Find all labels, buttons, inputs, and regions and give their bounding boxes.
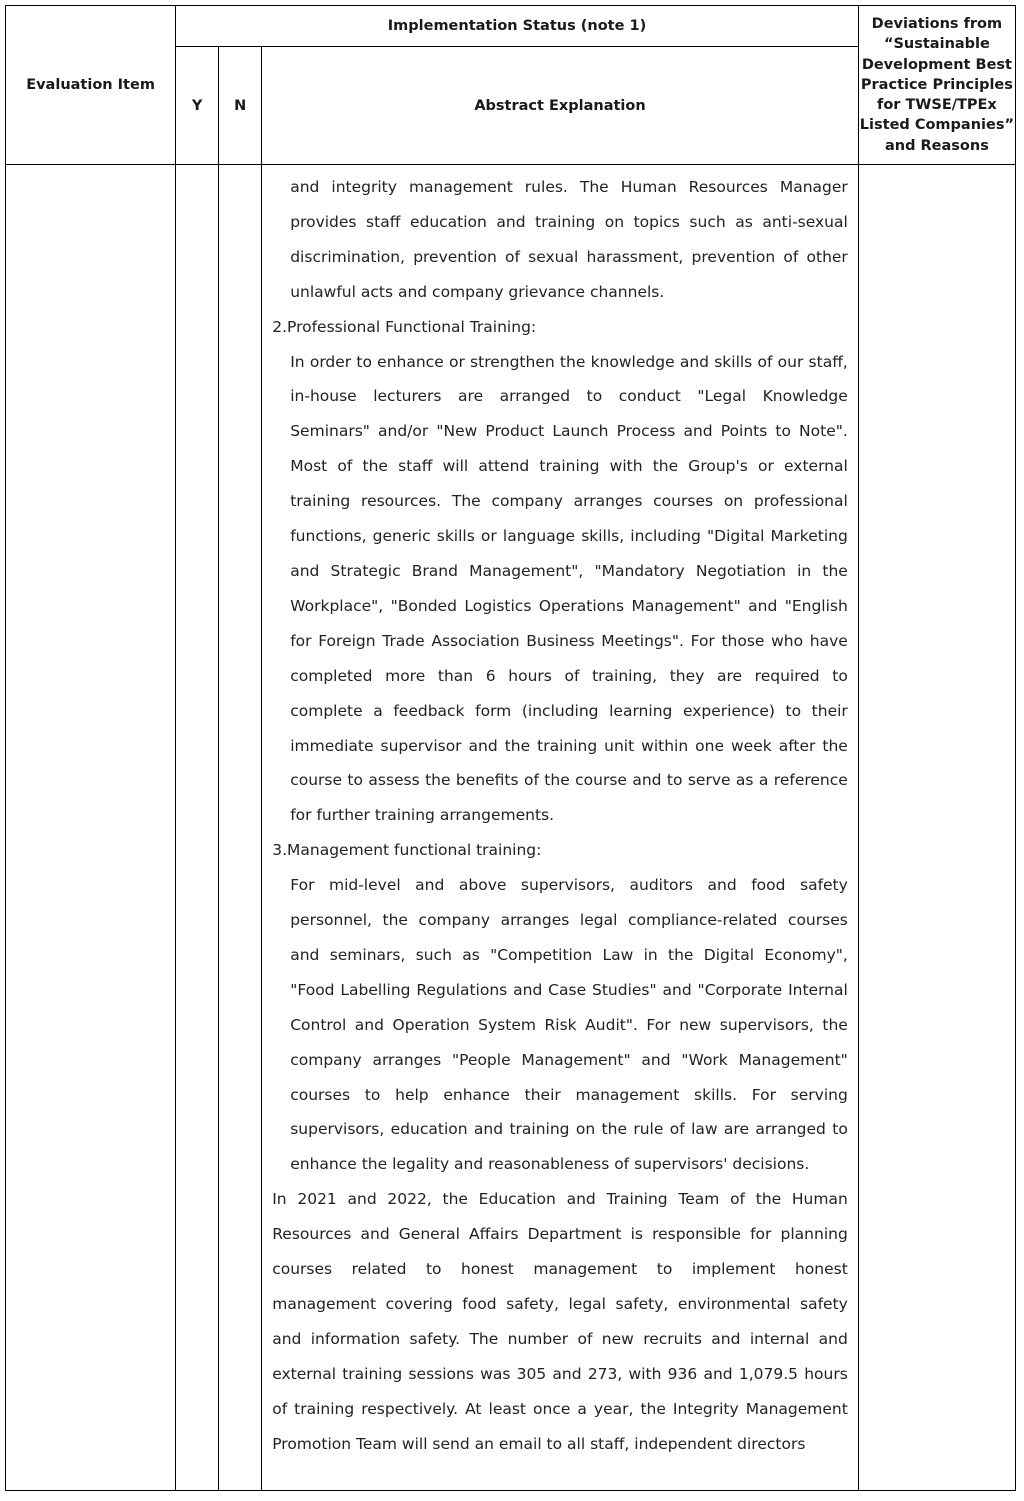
abstract-explanation-header: Abstract Explanation <box>262 47 859 165</box>
yes-column-header: Y <box>176 47 219 165</box>
professional-training-title: 2.Professional Functional Training: <box>272 317 537 336</box>
deviations-cell <box>858 165 1015 1491</box>
professional-training-text: In order to enhance or strengthen the knowledge and skills of our staff, in-house lecturers are arranged to conduct "Legal Knowledge Seminars" and/or "New Product Launch Process and Points to Note". Most of the staff will attend training with the Group's or external training resources. The company arranges courses on professional functions, generic skills or language skills, including "Digital Marketing and Strategic Brand Management", "Mandatory Negotiation in the Workplace", "Bonded Logistics Operations Management" and "English for Foreign Trade Association Business Meetings". For those who have completed more than 6 hours of training, they are required to complete a feedback form (including learning experience) to their immediate supervisor and the training unit within one week after the course to assess the benefits of the course and to serve as a reference for further training arrangements. <box>290 352 848 825</box>
evaluation-table <box>5 5 1016 1491</box>
yes-cell <box>176 165 219 1491</box>
evaluation-item-cell <box>6 165 176 1491</box>
no-cell <box>219 165 262 1491</box>
implementation-status-header: Implementation Status (note 1) <box>176 6 859 47</box>
no-column-header: N <box>219 47 262 165</box>
management-training-text: For mid-level and above supervisors, auditors and food safety personnel, the company arranges legal compliance-related courses and seminars, such as "Competition Law in the Digital Economy", "Food Labelling Regulations and Case Studies" and "Corporate Internal Control and Operation System Risk Audit". For new supervisors, the company arranges "People Management" and "Work Management" courses to help enhance their management skills. For serving supervisors, education and training on the rule of law are arranged to enhance the legality and reasonableness of supervisors' decisions. <box>290 876 848 1174</box>
deviations-header: Deviations from “Sustainable Development Best Practice Principles for TWSE/TPEx Listed Companies” and Reasons <box>858 6 1015 165</box>
closing-paragraph: In 2021 and 2022, the Education and Training Team of the Human Resources and General Affairs Department is responsible for planning courses related to honest management to implement honest management covering food safety, legal safety, environmental safety and information safety. The number of new recruits and internal and external training sessions was 305 and 273, with 936 and 1,079.5 hours of training respectively. At least once a year, the Integrity Management Promotion Team will send an email to all staff, independent directors <box>272 1190 848 1453</box>
management-training-title: 3.Management functional training: <box>272 841 542 860</box>
evaluation-item-header: Evaluation Item <box>6 6 176 165</box>
training-rules-paragraph: and integrity management rules. The Human Resources Manager provides staff education and training on topics such as anti-sexual discrimination, prevention of sexual harassment, prevention of other unlawful acts and company grievance channels. <box>290 178 848 301</box>
abstract-explanation-cell <box>262 165 859 1491</box>
